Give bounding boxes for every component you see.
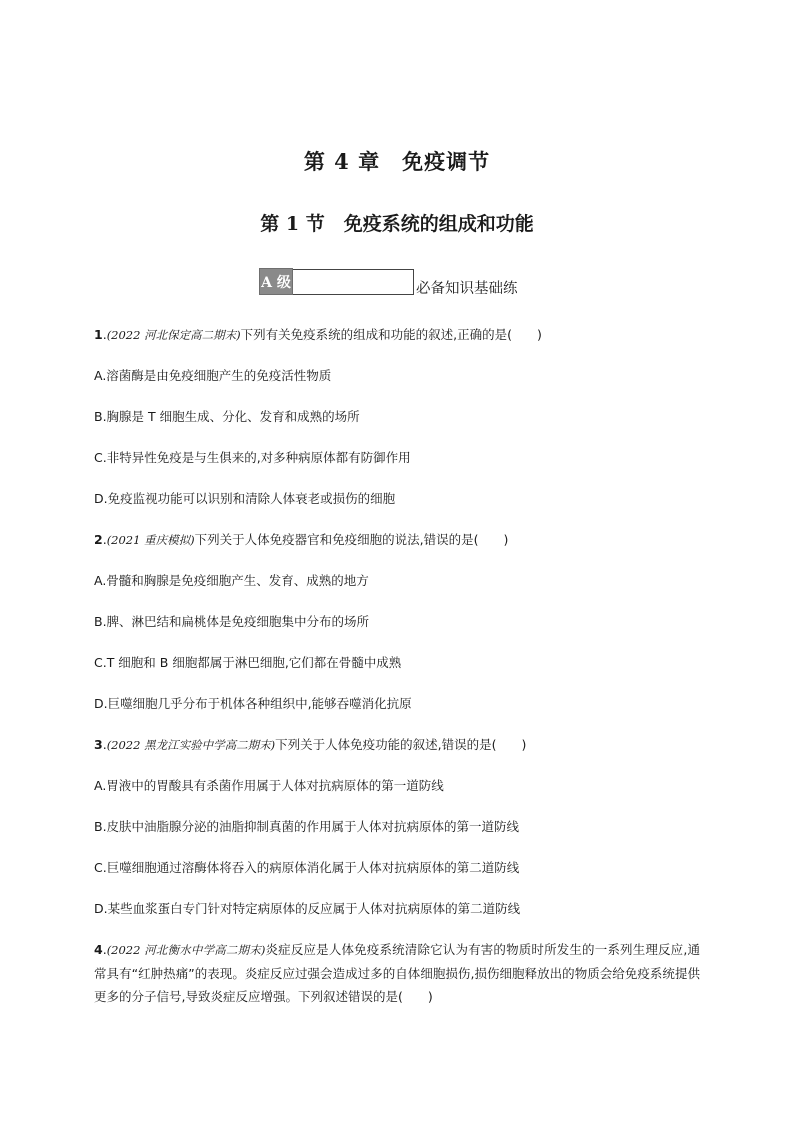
level-banner: [259, 267, 518, 295]
question-source: (2022 河北衡水中学高二期末): [106, 943, 266, 957]
level-blank-box: [293, 269, 414, 295]
question-source: (2022 黑龙江实验中学高二期末): [106, 738, 276, 752]
chapter-title: 第 4 章 免疫调节: [303, 149, 491, 174]
question-number: 3: [94, 737, 103, 752]
question-stem: 2.(2021 重庆模拟)下列关于人体免疫器官和免疫细胞的说法,错误的是( ): [94, 532, 509, 547]
question-text: 下列关于人体免疫器官和免疫细胞的说法,错误的是( ): [194, 532, 509, 547]
question-stem: 4.(2022 河北衡水中学高二期末)炎症反应是人体免疫系统清除它认为有害的物质时所发生的一系列生理反应,通常具有“红肿热痛”的表现。炎症反应过强会造成过多的自体细胞损伤,损伤细胞释放出的物质会给免疫系统提供更多的分子信号,导致炎症反应增强。下列叙述错误的是( ): [94, 942, 700, 1004]
option-b: B.脾、淋巴结和扁桃体是免疫细胞集中分布的场所: [94, 614, 370, 629]
question-stem: 1.(2022 河北保定高二期末)下列有关免疫系统的组成和功能的叙述,正确的是( ): [94, 327, 542, 342]
question-text: 下列有关免疫系统的组成和功能的叙述,正确的是( ): [240, 327, 542, 342]
option-c: C.巨噬细胞通过溶酶体将吞入的病原体消化属于人体对抗病原体的第二道防线: [94, 860, 520, 875]
option-c: C.T 细胞和 B 细胞都属于淋巴细胞,它们都在骨髓中成熟: [94, 655, 402, 670]
option-b: B.胸腺是 T 细胞生成、分化、发育和成熟的场所: [94, 409, 360, 424]
question-text: 炎症反应是人体免疫系统清除它认为有害的物质时所发生的一系列生理反应,通常具有“红肿热痛”的表现。炎症反应过强会造成过多的自体细胞损伤,损伤细胞释放出的物质会给免疫系统提供更多的分子信号,导致炎症反应增强。下列叙述错误的是( ): [94, 942, 700, 1004]
question-source: (2022 河北保定高二期末): [106, 328, 241, 342]
option-a: A.骨髓和胸腺是免疫细胞产生、发育、成熟的地方: [94, 573, 369, 588]
section-title: 第 1 节 免疫系统的组成和功能: [260, 213, 534, 235]
question-number: 1: [94, 327, 103, 342]
option-c: C.非特异性免疫是与生俱来的,对多种病原体都有防御作用: [94, 450, 411, 465]
option-a: A.溶菌酶是由免疫细胞产生的免疫活性物质: [94, 368, 332, 383]
level-banner-text: 必备知识基础练: [416, 281, 518, 297]
option-d: D.某些血浆蛋白专门针对特定病原体的反应属于人体对抗病原体的第二道防线: [94, 901, 521, 916]
level-badge: A 级: [259, 268, 293, 295]
option-b: B.皮肤中油脂腺分泌的油脂抑制真菌的作用属于人体对抗病原体的第一道防线: [94, 819, 520, 834]
question-number: 4: [94, 942, 103, 957]
question-text: 下列关于人体免疫功能的叙述,错误的是( ): [275, 737, 527, 752]
question-number: 2: [94, 532, 103, 547]
option-a: A.胃液中的胃酸具有杀菌作用属于人体对抗病原体的第一道防线: [94, 778, 444, 793]
question-source: (2021 重庆模拟): [106, 533, 195, 547]
option-d: D.巨噬细胞几乎分布于机体各种组织中,能够吞噬消化抗原: [94, 696, 412, 711]
option-d: D.免疫监视功能可以识别和清除人体衰老或损伤的细胞: [94, 491, 396, 506]
question-stem: 3.(2022 黑龙江实验中学高二期末)下列关于人体免疫功能的叙述,错误的是( ): [94, 737, 527, 752]
